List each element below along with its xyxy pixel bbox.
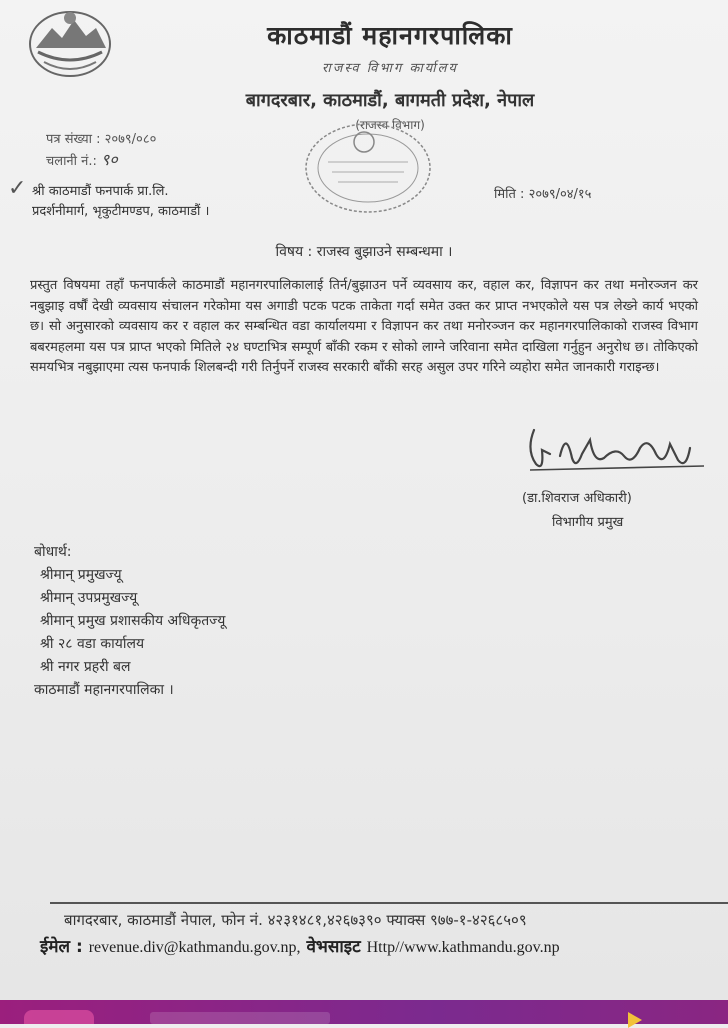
signatory-name: (डा.शिवराज अधिकारी) — [522, 491, 632, 506]
cc-item: श्रीमान् उपप्रमुखज्यू — [40, 590, 138, 606]
banner-text-placeholder — [150, 1012, 330, 1024]
office-title: काठमाडौं महानगरपालिका — [267, 21, 513, 50]
cc-item: श्री २८ वडा कार्यालय — [40, 636, 145, 652]
cc-item: श्रीमान् प्रमुखज्यू — [40, 567, 122, 583]
dispatch-number-row — [46, 150, 156, 172]
dispatch-label: चलानी नं.: — [46, 154, 97, 169]
letterhead — [150, 18, 630, 133]
cc-list — [34, 541, 225, 702]
recipient-block — [32, 182, 209, 222]
office-stamp-icon — [298, 118, 438, 218]
department-line: राजस्व विभाग कार्यालय — [322, 61, 458, 76]
recipient-address: प्रदर्शनीमार्ग, भृकुटीमण्डप, काठमाडौं । — [32, 204, 210, 219]
subject-line: विषय : राजस्व बुझाउने सम्बन्धमा । — [275, 244, 453, 260]
footer-online — [40, 934, 560, 957]
cc-heading: बोधार्थ: — [34, 544, 72, 560]
reference-block — [46, 130, 156, 172]
section-name: (राजस्व विभाग) — [355, 118, 425, 132]
dispatch-number: ९० — [101, 150, 118, 169]
footer-divider — [50, 902, 728, 904]
nepal-emblem-icon — [24, 6, 116, 80]
website-url: Http//www.kathmandu.gov.np — [366, 939, 560, 956]
letter-number: पत्र संख्या : २०७९/०८० — [46, 132, 157, 147]
email-address: revenue.div@kathmandu.gov.np, — [88, 939, 301, 956]
cc-item: श्रीमान् प्रमुख प्रशासकीय अधिकृतज्यू — [40, 613, 226, 629]
banner-tab — [24, 1010, 94, 1024]
play-icon[interactable] — [628, 1012, 642, 1028]
email-label: ईमेल : — [40, 937, 83, 957]
letter-body: प्रस्तुत विषयमा तहाँ फनपार्कले काठमाडौं महानगरपालिकालाई तिर्न/बुझाउन पर्ने व्यवसाय कर, वहाल कर, विज्ञापन कर तथा मनोरञ्जन कर नबुझाइ वर्षौं देखी व्यवसाय संचालन गरेकोमा यस अगाडी पटक पटक ताकेता गर्दा समेत उक्त कर प्राप्त नभएकोले यस पत्र लेख्ने कार्य भएको छ। सो अनुसारको व्यवसाय कर र वहाल कर सम्बन्धित वडा कार्यालयमा र विज्ञापन कर तथा मनोरञ्जन कर महानगरपालिकाको राजस्व विभाग बबरमहलमा यस पत्र प्राप्त भएको मितिले २४ घण्टाभित्र सम्पूर्ण बाँकी रकम र सोको लाग्ने जरिवाना समेत दाखिला गर्नुहुन अनुरोध छ। तोकिएको समयभित्र नबुझाएमा त्यस फनपार्क शिलबन्दी गरी तिर्नुपर्ने राजस्व सरकारी बाँकी सरह असुल उपर गरिने व्यहोरा समेत जानकारी गराइन्छ। — [30, 278, 698, 376]
cc-item: काठमाडौं महानगरपालिका । — [34, 682, 174, 698]
signatory-title: विभागीय प्रमुख — [552, 515, 624, 530]
signature-icon — [520, 420, 710, 480]
recipient-name: श्री काठमाडौं फनपार्क प्रा.लि. — [32, 184, 169, 199]
check-mark-icon: ✓ — [8, 176, 27, 201]
website-label: वेभसाइट — [306, 937, 361, 957]
cc-item: श्री नगर प्रहरी बल — [40, 659, 131, 675]
footer-contact: बागदरबार, काठमाडौं नेपाल, फोन नं. ४२३१४८१,४२६७३९० फ्याक्स ९७७-१-४२६८५०९ — [64, 911, 527, 929]
letter-date: मिति : २०७९/०४/१५ — [494, 187, 592, 202]
office-address: बागदरबार, काठमाडौं, बागमती प्रदेश, नेपाल — [245, 90, 535, 111]
bottom-banner[interactable] — [0, 1000, 728, 1024]
